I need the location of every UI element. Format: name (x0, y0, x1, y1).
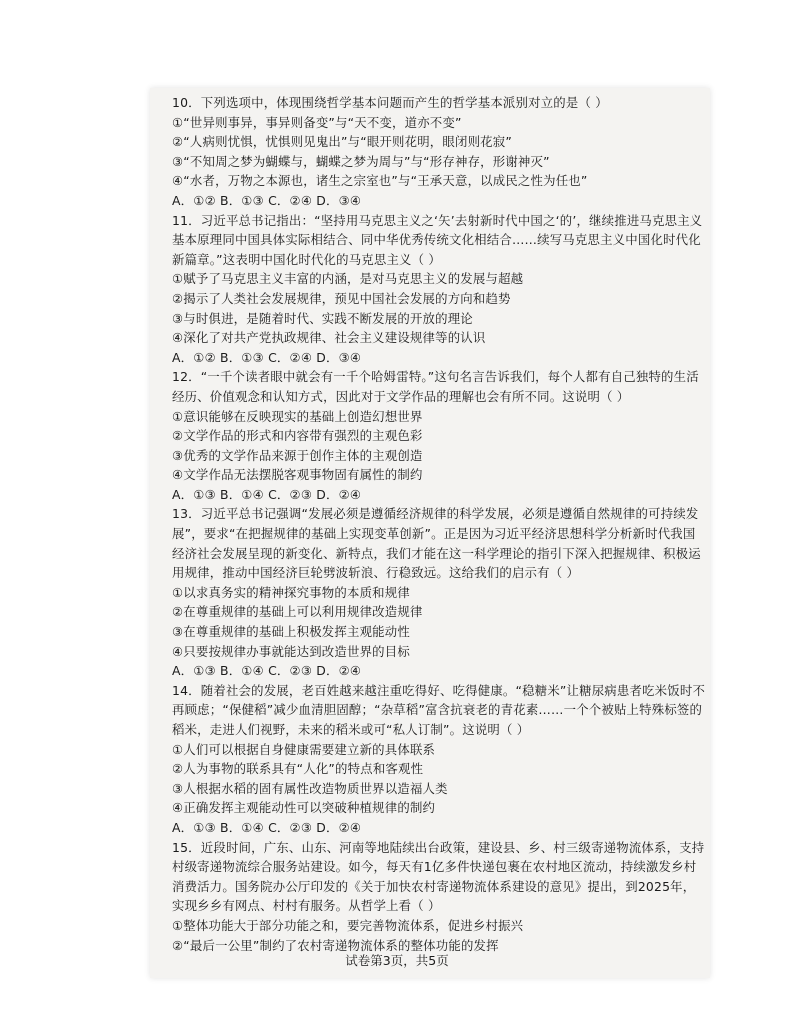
option-4: ④只要按规律办事就能达到改造世界的目标 (172, 643, 410, 659)
question-12 (172, 367, 707, 504)
question-15 (172, 838, 707, 956)
option-4: ④正确发挥主观能动性可以突破种植规律的制约 (172, 800, 436, 816)
option-4: ④文学作品无法摆脱客观事物固有属性的制约 (172, 467, 423, 483)
option-2: ②文学作品的形式和内容带有强烈的主观色彩 (172, 428, 423, 444)
option-3: ③人根据水稻的固有属性改造物质世界以造福人类 (172, 780, 448, 796)
option-1: ①意识能够在反映现实的基础上创造幻想世界 (172, 408, 423, 424)
option-2: ②在尊重规律的基础上可以利用规律改造规律 (172, 604, 423, 620)
question-stem: 14．随着社会的发展，老百姓越来越注重吃得好、吃得健康。“稳糖米”让糖尿病患者吃米饭时不再顾虑；“保健稻”减少血清胆固醇；“杂草稻”富含抗衰老的青花素……一个个被贴上特殊标签的稻米，走进人们视野，未来的稻米或可“私人订制”。这说明（ ） (172, 682, 706, 737)
option-3: ③“不知周之梦为蝴蝶与，蝴蝶之梦为周与”与“形存神存，形谢神灭” (172, 153, 550, 169)
option-2: ②人为事物的联系具有“人化”的特点和客观性 (172, 761, 424, 777)
question-13 (172, 504, 707, 680)
option-2: ②“人病则忧惧，忧惧则见鬼出”与“眼开则花明，眼闭则花寂” (172, 134, 512, 150)
option-3: ③在尊重规律的基础上积极发挥主观能动性 (172, 624, 410, 640)
option-3: ③与时俱进，是随着时代、实践不断发展的开放的理论 (172, 310, 473, 326)
question-stem: 13．习近平总书记强调“发展必须是遵循经济规律的科学发展，必须是遵循自然规律的可持续发展”，要求“在把握规律的基础上实现变革创新”。正是因为习近平经济思想科学分析新时代我国经济社会发展呈现的新变化、新特点，我们才能在这一科学理论的指引下深入把握规律、积极运用规律，推动中国经济巨轮劈波斩浪、行稳致远。这给我们的启示有（ ） (172, 506, 701, 581)
page-footer: 试卷第3页，共5页 (345, 953, 449, 968)
question-stem: 15．近段时间，广东、山东、河南等地陆续出台政策，建设县、乡、村三级寄递物流体系，支持村级寄递物流综合服务站建设。如今，每天有1亿多件快递包裹在农村地区流动，持续激发乡村消费活力。国务院办公厅印发的《关于加快农村寄递物流体系建设的意见》提出，到2025年，实现乡乡有网点、村村有服务。从哲学上看（ ） (172, 839, 705, 914)
option-3: ③优秀的文学作品来源于创作主体的主观创造 (172, 447, 423, 463)
option-1: ①整体功能大于部分功能之和，要完善物流体系，促进乡村振兴 (172, 917, 524, 933)
answer-choices: A．①③ B．①④ C．②③ D．②④ (172, 663, 362, 679)
question-14 (172, 681, 707, 838)
question-10 (172, 93, 707, 211)
answer-choices: A．①③ B．①④ C．②③ D．②④ (172, 819, 362, 835)
answer-choices: A．①② B．①③ C．②④ D．③④ (172, 349, 362, 365)
question-11 (172, 211, 707, 368)
question-stem: 11．习近平总书记指出：“坚持用马克思主义之‘矢’去射新时代中国之‘的’，继续推进马克思主义基本原理同中国具体实际相结合、同中华优秀传统文化相结合……续写马克思主义中国化时代化新篇章。”这表明中国化时代化的马克思主义（ ） (172, 212, 703, 267)
option-4: ④“水者，万物之本源也，诸生之宗室也”与“王承天意，以成民之性为任也” (172, 173, 588, 189)
question-stem: 12．“一千个读者眼中就会有一千个哈姆雷特。”这句名言告诉我们，每个人都有自己独特的生活经历、价值观念和认知方式，因此对于文学作品的理解也会有所不同。这说明（ ） (172, 369, 699, 404)
option-1: ①“世异则事异，事异则备变”与“天不变，道亦不变” (172, 114, 462, 130)
exam-page-content (172, 93, 707, 955)
answer-choices: A．①② B．①③ C．②④ D．③④ (172, 192, 362, 208)
option-1: ①以求真务实的精神探究事物的本质和规律 (172, 584, 410, 600)
option-1: ①赋予了马克思主义丰富的内涵，是对马克思主义的发展与超越 (172, 271, 524, 287)
question-stem: 10．下列选项中，体现围绕哲学基本问题而产生的哲学基本派别对立的是（ ） (172, 95, 608, 110)
option-2: ②“最后一公里”制约了农村寄递物流体系的整体功能的发挥 (172, 937, 499, 953)
answer-choices: A．①③ B．①④ C．②③ D．②④ (172, 486, 362, 502)
option-1: ①人们可以根据自身健康需要建立新的具体联系 (172, 741, 436, 757)
option-2: ②揭示了人类社会发展规律，预见中国社会发展的方向和趋势 (172, 290, 511, 306)
option-4: ④深化了对共产党执政规律、社会主义建设规律等的认识 (172, 330, 486, 346)
